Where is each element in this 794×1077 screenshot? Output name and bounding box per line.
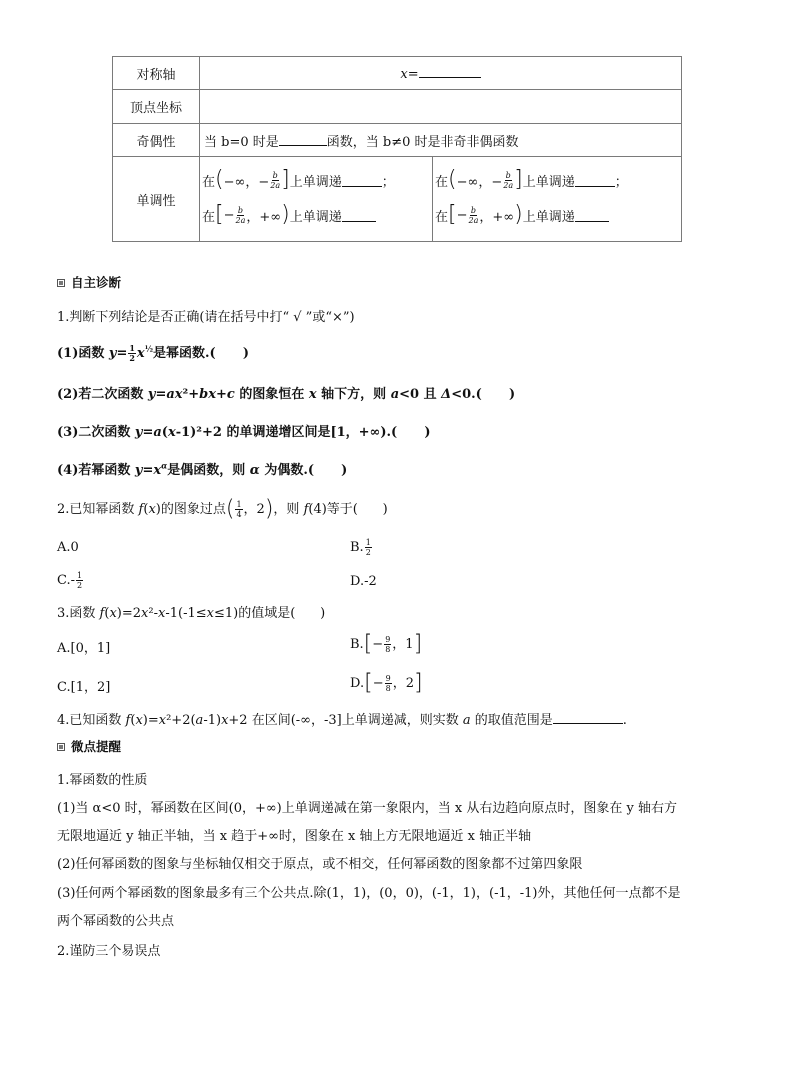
q2-option-b: B. $\frac{1}{2}$ [350,538,371,557]
monotonic-left: 在 ( −∞，− $\frac{b}{2a}$ ] 上单调递 ； 在 [ − $\frac{b}{2a}$ ，+∞ ) 上单调递 [200,157,433,241]
note-3-line-2: 两个幂函数的公共点 [57,914,175,929]
q3-stem: 3.函数 f(x)=2x²-x-1(-1≤x≤1)的值域是( ) [57,606,326,621]
answer-blank [279,133,327,146]
note-2: (2)任何幂函数的图象与坐标轴仅相交于原点，或不相交，任何幂函数的图象都不过第四象限 [57,857,583,872]
note-3-line-1: (3)任何两个幂函数的图象最多有三个公共点.除(1，1)，(0，0)，(-1，1)，(-1，-1)外，其他任何一点都不是 [57,886,681,901]
monotonic-right: 在 ( −∞，− $\frac{b}{2a}$ ] 上单调递 ； 在 [ − $\frac{b}{2a}$ ，+∞ ) 上单调递 [435,167,628,227]
section-header-self-check [57,273,121,291]
section-icon [57,279,65,287]
parity-post: 函数，当 b≠0 时是非奇非偶函数 [326,134,519,150]
q2-option-a: A.0 [57,540,79,555]
q1-item-2: (2)若二次函数 y=ax²+bx+c 的图象恒在 x 轴下方，则 a<0 且 Δ<0.( ) [57,387,516,402]
fraction: $\frac{b}{2a}$ [503,170,514,190]
q1-stem: 1.判断下列结论是否正确(请在括号中打“ √ ”或“×”) [57,310,355,325]
answer-blank [553,711,623,724]
table-label-axis: 对称轴 [113,57,200,90]
text: ； [614,174,628,190]
axis-cell [200,57,682,90]
note-1-line-1: (1)当 α<0 时，幂函数在区间(0，+∞)上单调递减在第一象限内，当 x 从右边趋向原点时，图象在 y 轴右方 [57,801,677,816]
q1-item-4: (4)若幂函数 $y=x^\alpha$是偶函数，则 α 为偶数.( ) [57,460,348,478]
table-label-monotonic: 单调性 [113,157,200,242]
note-1-line-2: 无限地逼近 y 轴正半轴，当 x 趋于+∞时，图象在 x 轴上方无限地逼近 x 轴正半轴 [57,829,532,844]
text: 上单调递 [522,174,575,190]
text: 上单调递 [289,174,342,190]
text: 在 [435,174,449,190]
q2-option-d: D.-2 [350,574,377,589]
axis-text: x= [400,66,419,82]
table-label-parity: 奇偶性 [113,124,200,157]
answer-blank [419,65,481,78]
q2-option-c: C.- $\frac{1}{2}$ [57,571,83,590]
fraction: $\frac{b}{2a}$ [468,205,479,225]
q3-option-a: A.[0，1] [57,641,111,656]
text: 在 [202,174,216,190]
q3-option-b: B.[− $\frac{9}{8}$ ，1] [350,631,423,657]
fraction: $\frac{b}{2a}$ [270,170,281,190]
quadratic-properties-table [112,56,682,242]
answer-blank [575,209,609,222]
notes-heading-1: 1.幂函数的性质 [57,773,148,788]
answer-blank [575,174,615,187]
parity-pre: 当 b=0 时是 [204,134,279,150]
parity-cell [200,124,682,157]
text: 在 [202,209,216,225]
table-label-vertex: 顶点坐标 [113,90,200,124]
text: 上单调递 [522,209,575,225]
text: ； [381,174,395,190]
answer-blank [342,174,382,187]
fraction: $\frac{b}{2a}$ [235,205,246,225]
vertex-cell [200,90,682,124]
q4-stem: 4.已知函数 f(x)=x²+2(a-1)x+2 在区间(-∞，-3]上单调递减，则实数 a 的取值范围是 . [57,713,627,728]
text: 在 [435,209,449,225]
notes-heading-2: 2.谨防三个易误点 [57,944,161,959]
q2-stem: 2.已知幂函数 f(x)的图象过点( $\frac{1}{4}$ ，2)，则 f(4)等于( ) [57,496,388,522]
section-title: 微点提醒 [71,739,122,754]
q3-option-c: C.[1，2] [57,680,111,695]
monotonic-cell [200,157,682,242]
text: 上单调递 [289,209,342,225]
q1-item-1: (1)函数 y= $\frac{1}{2}$ $x^{\frac{1}{2}}$是幂函数.( ) [57,343,250,363]
section-header-tips [57,737,121,755]
section-icon [57,743,65,751]
q3-option-d: D.[− $\frac{9}{8}$ ，2] [350,670,423,696]
section-title: 自主诊断 [71,275,122,290]
answer-blank [342,209,376,222]
q1-item-3: (3)二次函数 y=a(x-1)²+2 的单调递增区间是[1，+∞).( ) [57,425,431,440]
